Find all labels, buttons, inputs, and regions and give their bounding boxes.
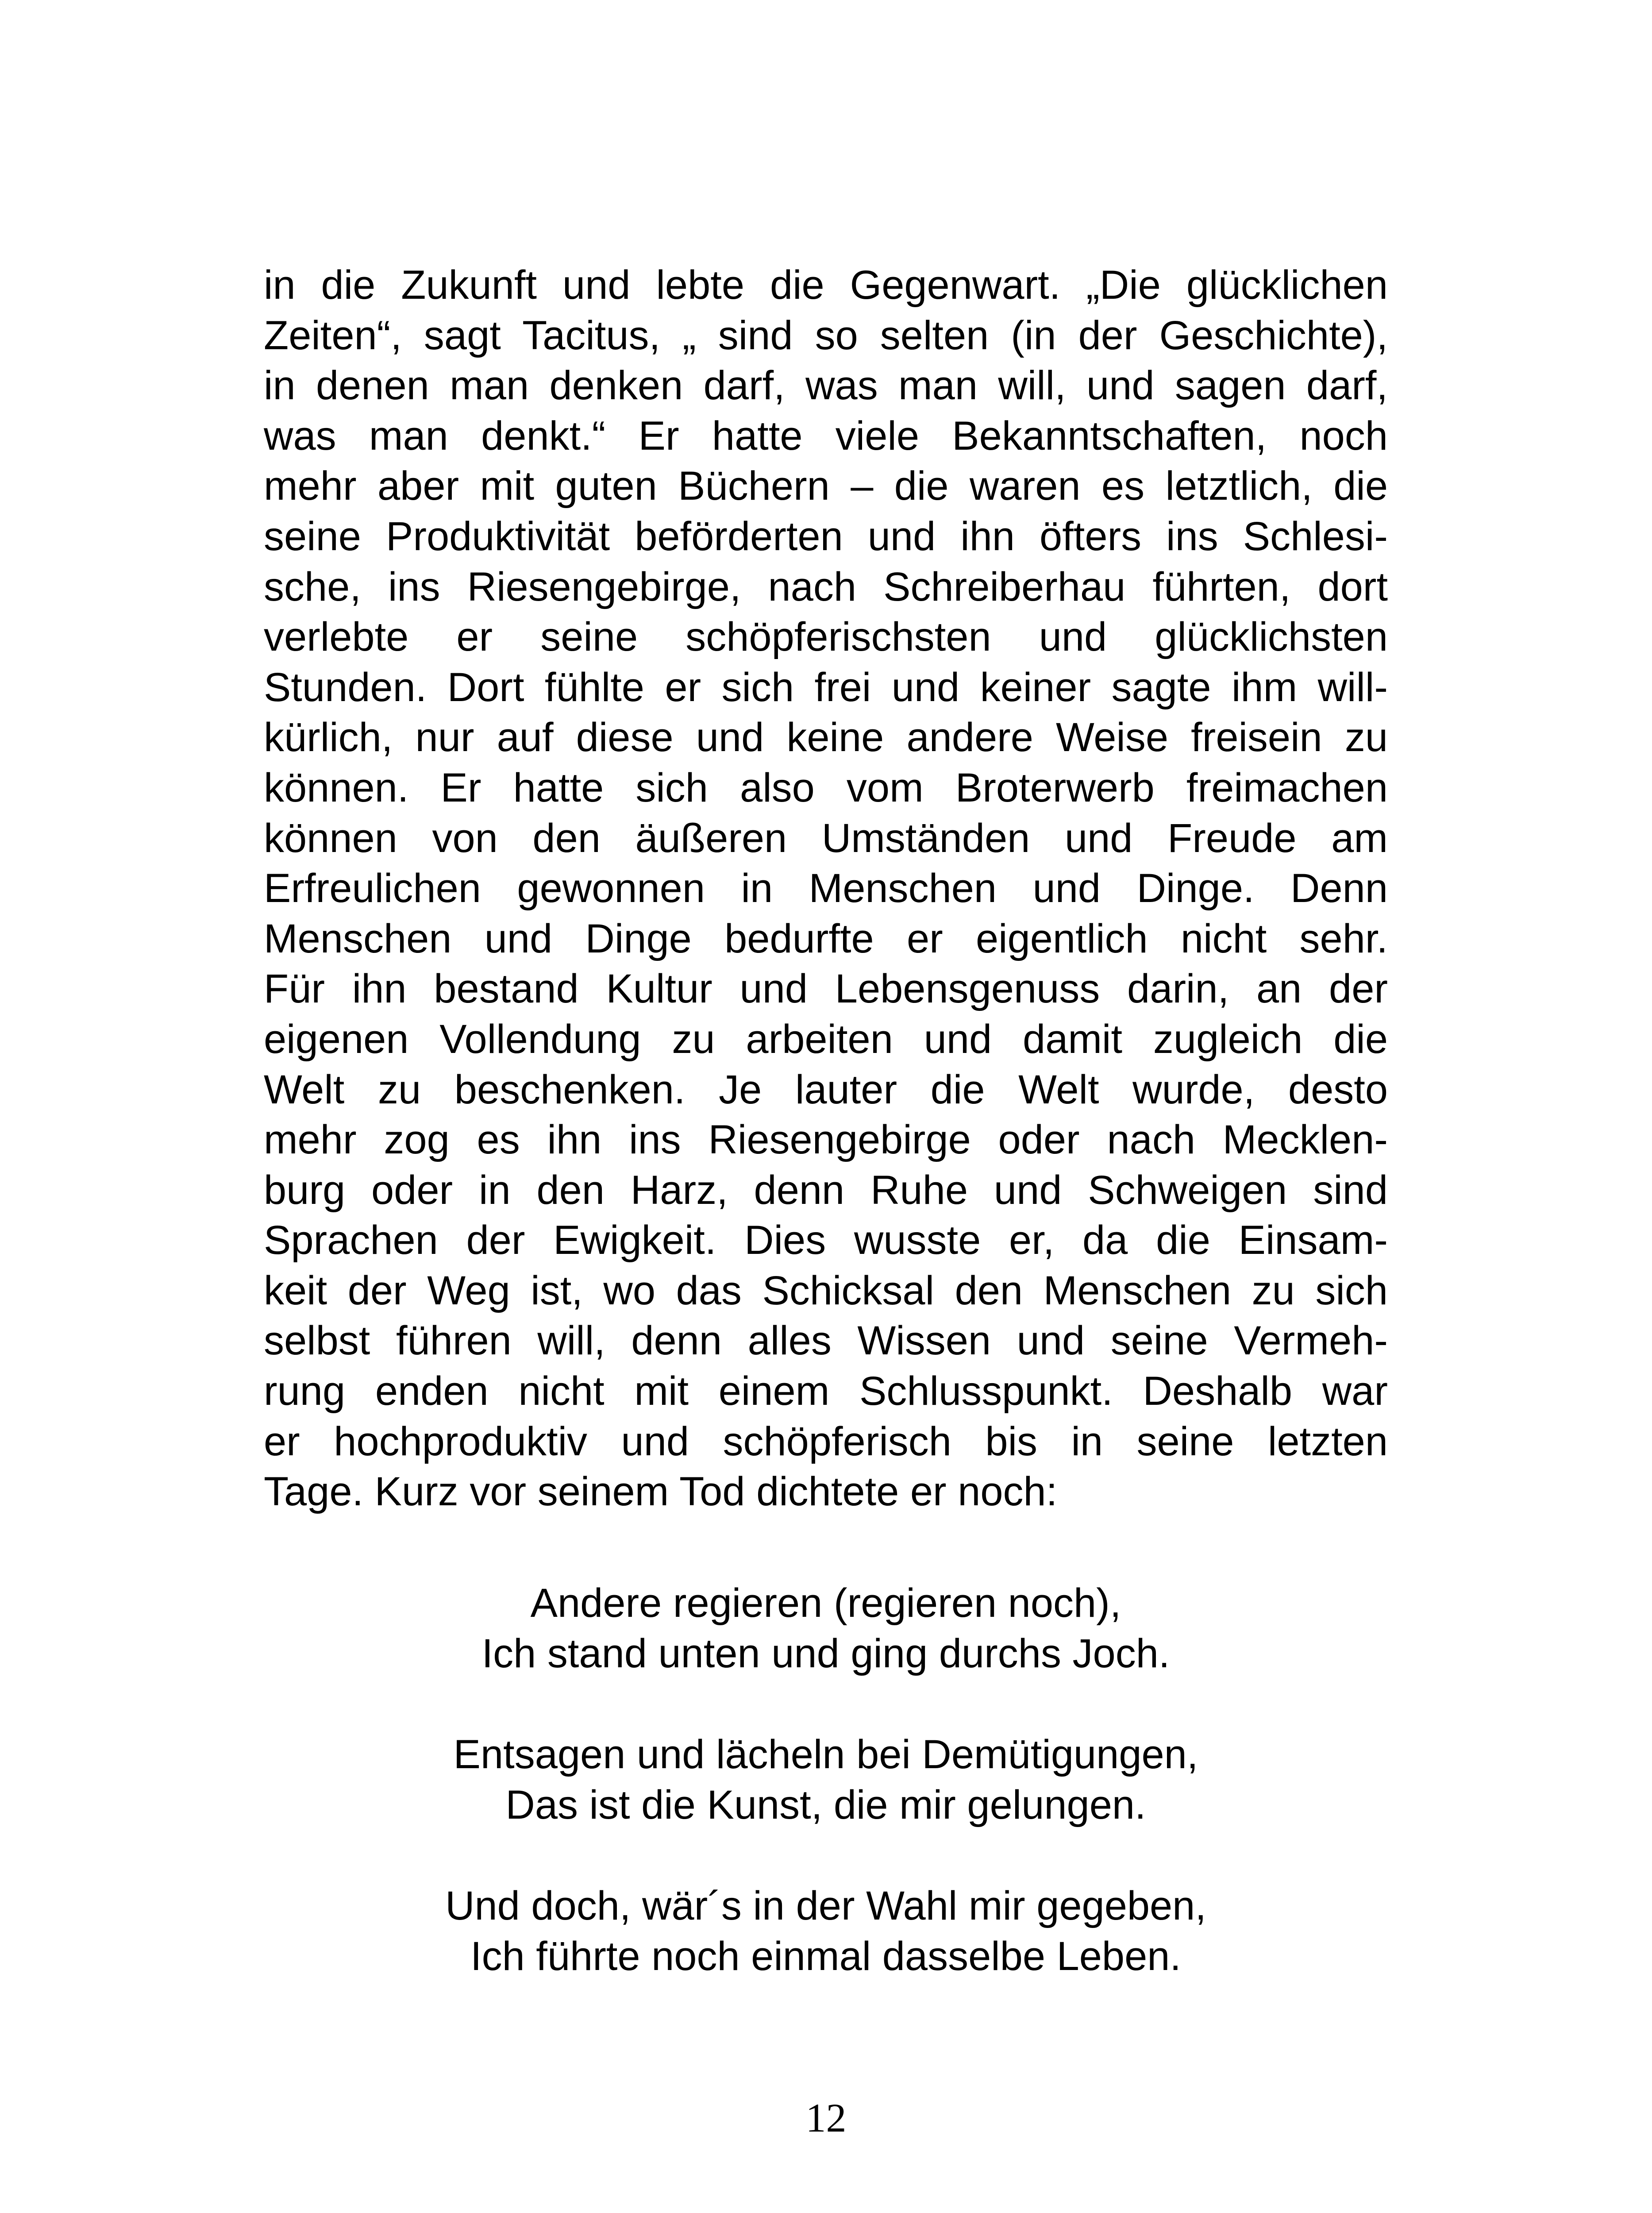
body-paragraph (264, 260, 1388, 1517)
paragraph-line: mehr zog es ihn ins Riesengebirge oder nach Mecklen- (264, 1117, 1388, 1163)
paragraph-line: rung enden nicht mit einem Schlusspunkt. Deshalb war (264, 1369, 1388, 1414)
poem-stanza (264, 1578, 1388, 1679)
page-number: 12 (805, 2095, 847, 2140)
poem-verse: Entsagen und lächeln bei Demütigungen, (453, 1732, 1198, 1777)
paragraph-line: er hochproduktiv und schöpferisch bis in seine letzten (264, 1419, 1388, 1464)
poem-verse: Ich stand unten und ging durchs Joch. (481, 1631, 1170, 1676)
paragraph-line: selbst führen will, denn alles Wissen und seine Vermeh- (264, 1318, 1388, 1364)
paragraph-line: eigenen Vollendung zu arbeiten und damit zugleich die (264, 1016, 1388, 1062)
poem-stanza (264, 1881, 1388, 1982)
paragraph-line: kürlich, nur auf diese und keine andere Weise freisein zu (264, 715, 1388, 760)
paragraph-line: in denen man denken darf, was man will, und sagen darf, (264, 363, 1388, 409)
paragraph-line: Menschen und Dinge bedurfte er eigentlich nicht sehr. (264, 916, 1388, 961)
paragraph-line: burg oder in den Harz, denn Ruhe und Schweigen sind (264, 1167, 1388, 1213)
paragraph-line: Für ihn bestand Kultur und Lebensgenuss darin, an der (264, 966, 1388, 1012)
poem-verse: Das ist die Kunst, die mir gelungen. (505, 1782, 1146, 1827)
paragraph-line: Tage. Kurz vor seinem Tod dichtete er noch: (264, 1469, 1058, 1515)
paragraph-line: Sprachen der Ewigkeit. Dies wusste er, da die Einsam- (264, 1218, 1388, 1263)
paragraph-line: können. Er hatte sich also vom Broterwerb freimachen (264, 765, 1388, 810)
paragraph-line: Zeiten“, sagt Tacitus, „ sind so selten (in der Geschichte), (264, 312, 1388, 358)
paragraph-line: Erfreulichen gewonnen in Menschen und Dinge. Denn (264, 866, 1388, 911)
poem-verse: Andere regieren (regieren noch), (530, 1581, 1121, 1626)
paragraph-line: mehr aber mit guten Büchern – die waren es letztlich, die (264, 463, 1388, 509)
poem-verse: Und doch, wär´s in der Wahl mir gegeben, (445, 1883, 1206, 1929)
poem (264, 1578, 1388, 2033)
paragraph-line: verlebte er seine schöpferischsten und glücklichsten (264, 614, 1388, 660)
paragraph-line: sche, ins Riesengebirge, nach Schreiberhau führten, dort (264, 564, 1388, 609)
paragraph-line: seine Produktivität beförderten und ihn öfters ins Schlesi- (264, 513, 1388, 559)
paragraph-line: Stunden. Dort fühlte er sich frei und keiner sagte ihm will- (264, 664, 1388, 710)
paragraph-line: können von den äußeren Umständen und Freude am (264, 815, 1388, 861)
paragraph-line: in die Zukunft und lebte die Gegenwart. „Die glücklichen (264, 262, 1388, 308)
poem-stanza (264, 1730, 1388, 1830)
paragraph-line: was man denkt.“ Er hatte viele Bekanntschaften, noch (264, 413, 1388, 459)
paragraph-line: Welt zu beschenken. Je lauter die Welt wurde, desto (264, 1067, 1388, 1112)
paragraph-line: keit der Weg ist, wo das Schicksal den Menschen zu sich (264, 1268, 1388, 1313)
poem-verse: Ich führte noch einmal dasselbe Leben. (470, 1933, 1181, 1979)
